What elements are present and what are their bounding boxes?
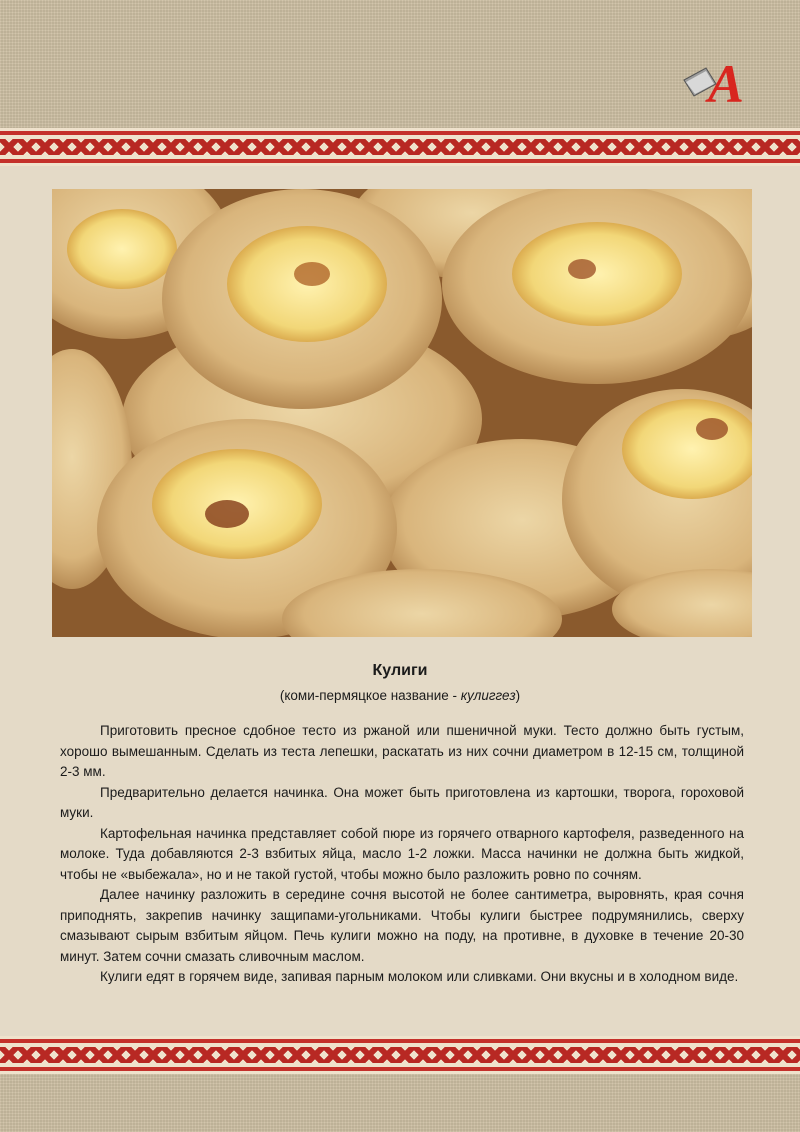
recipe-paragraph: Далее начинку разложить в середине сочня высотой не более сантиметра, выровнять, края сочня приподнять, закрепив начинку защипами-угольниками. Чтобы кулиги быстрее подрумянились, сверху смазывают сырым взбитым яйцом. Печь кулиги можно на поду, на противне, в духовке в течение 20-30 минут. Затем сочни смазать сливочным маслом. [60,887,744,964]
top-ornament-border [0,128,800,166]
bottom-ornament-border [0,1036,800,1074]
recipe-paragraph: Предварительно делается начинка. Она может быть приготовлена из картошки, творога, гороховой муки. [60,784,744,820]
baked-pies-photo [52,189,752,637]
recipe-title: Кулиги [372,662,428,679]
recipe-subtitle [0,688,800,703]
recipe-body [60,721,744,988]
subtitle-prefix: (коми-пермяцкое название - [279,688,461,703]
recipe-paragraph: Кулиги едят в горячем виде, запивая парным молоком или сливками. Они вкусны и в холодном виде. [100,969,739,984]
recipe-paragraph: Приготовить пресное сдобное тесто из ржаной или пшеничной муки. Тесто должно быть густым, хорошо вымешанным. Сделать из теста лепешки, раскатать из них сочни диаметром в 12-15 см, толщиной 2-3 мм. [60,723,744,779]
letter-a-book-logo [676,50,756,110]
logo-letter: А [708,54,745,110]
recipe-paragraph: Картофельная начинка представляет собой пюре из горячего отварного картофеля, разведенного на молоке. Туда добавляются 2-3 взбитых яйца, масло 1-2 ложки. Масса начинки не должна быть жидкой, чтобы не «выбежала», но и не такой густой, чтобы можно было разложить ровно по сочням. [60,825,744,882]
subtitle-local-name: кулиггез [460,688,516,703]
subtitle-suffix: ) [515,688,521,703]
